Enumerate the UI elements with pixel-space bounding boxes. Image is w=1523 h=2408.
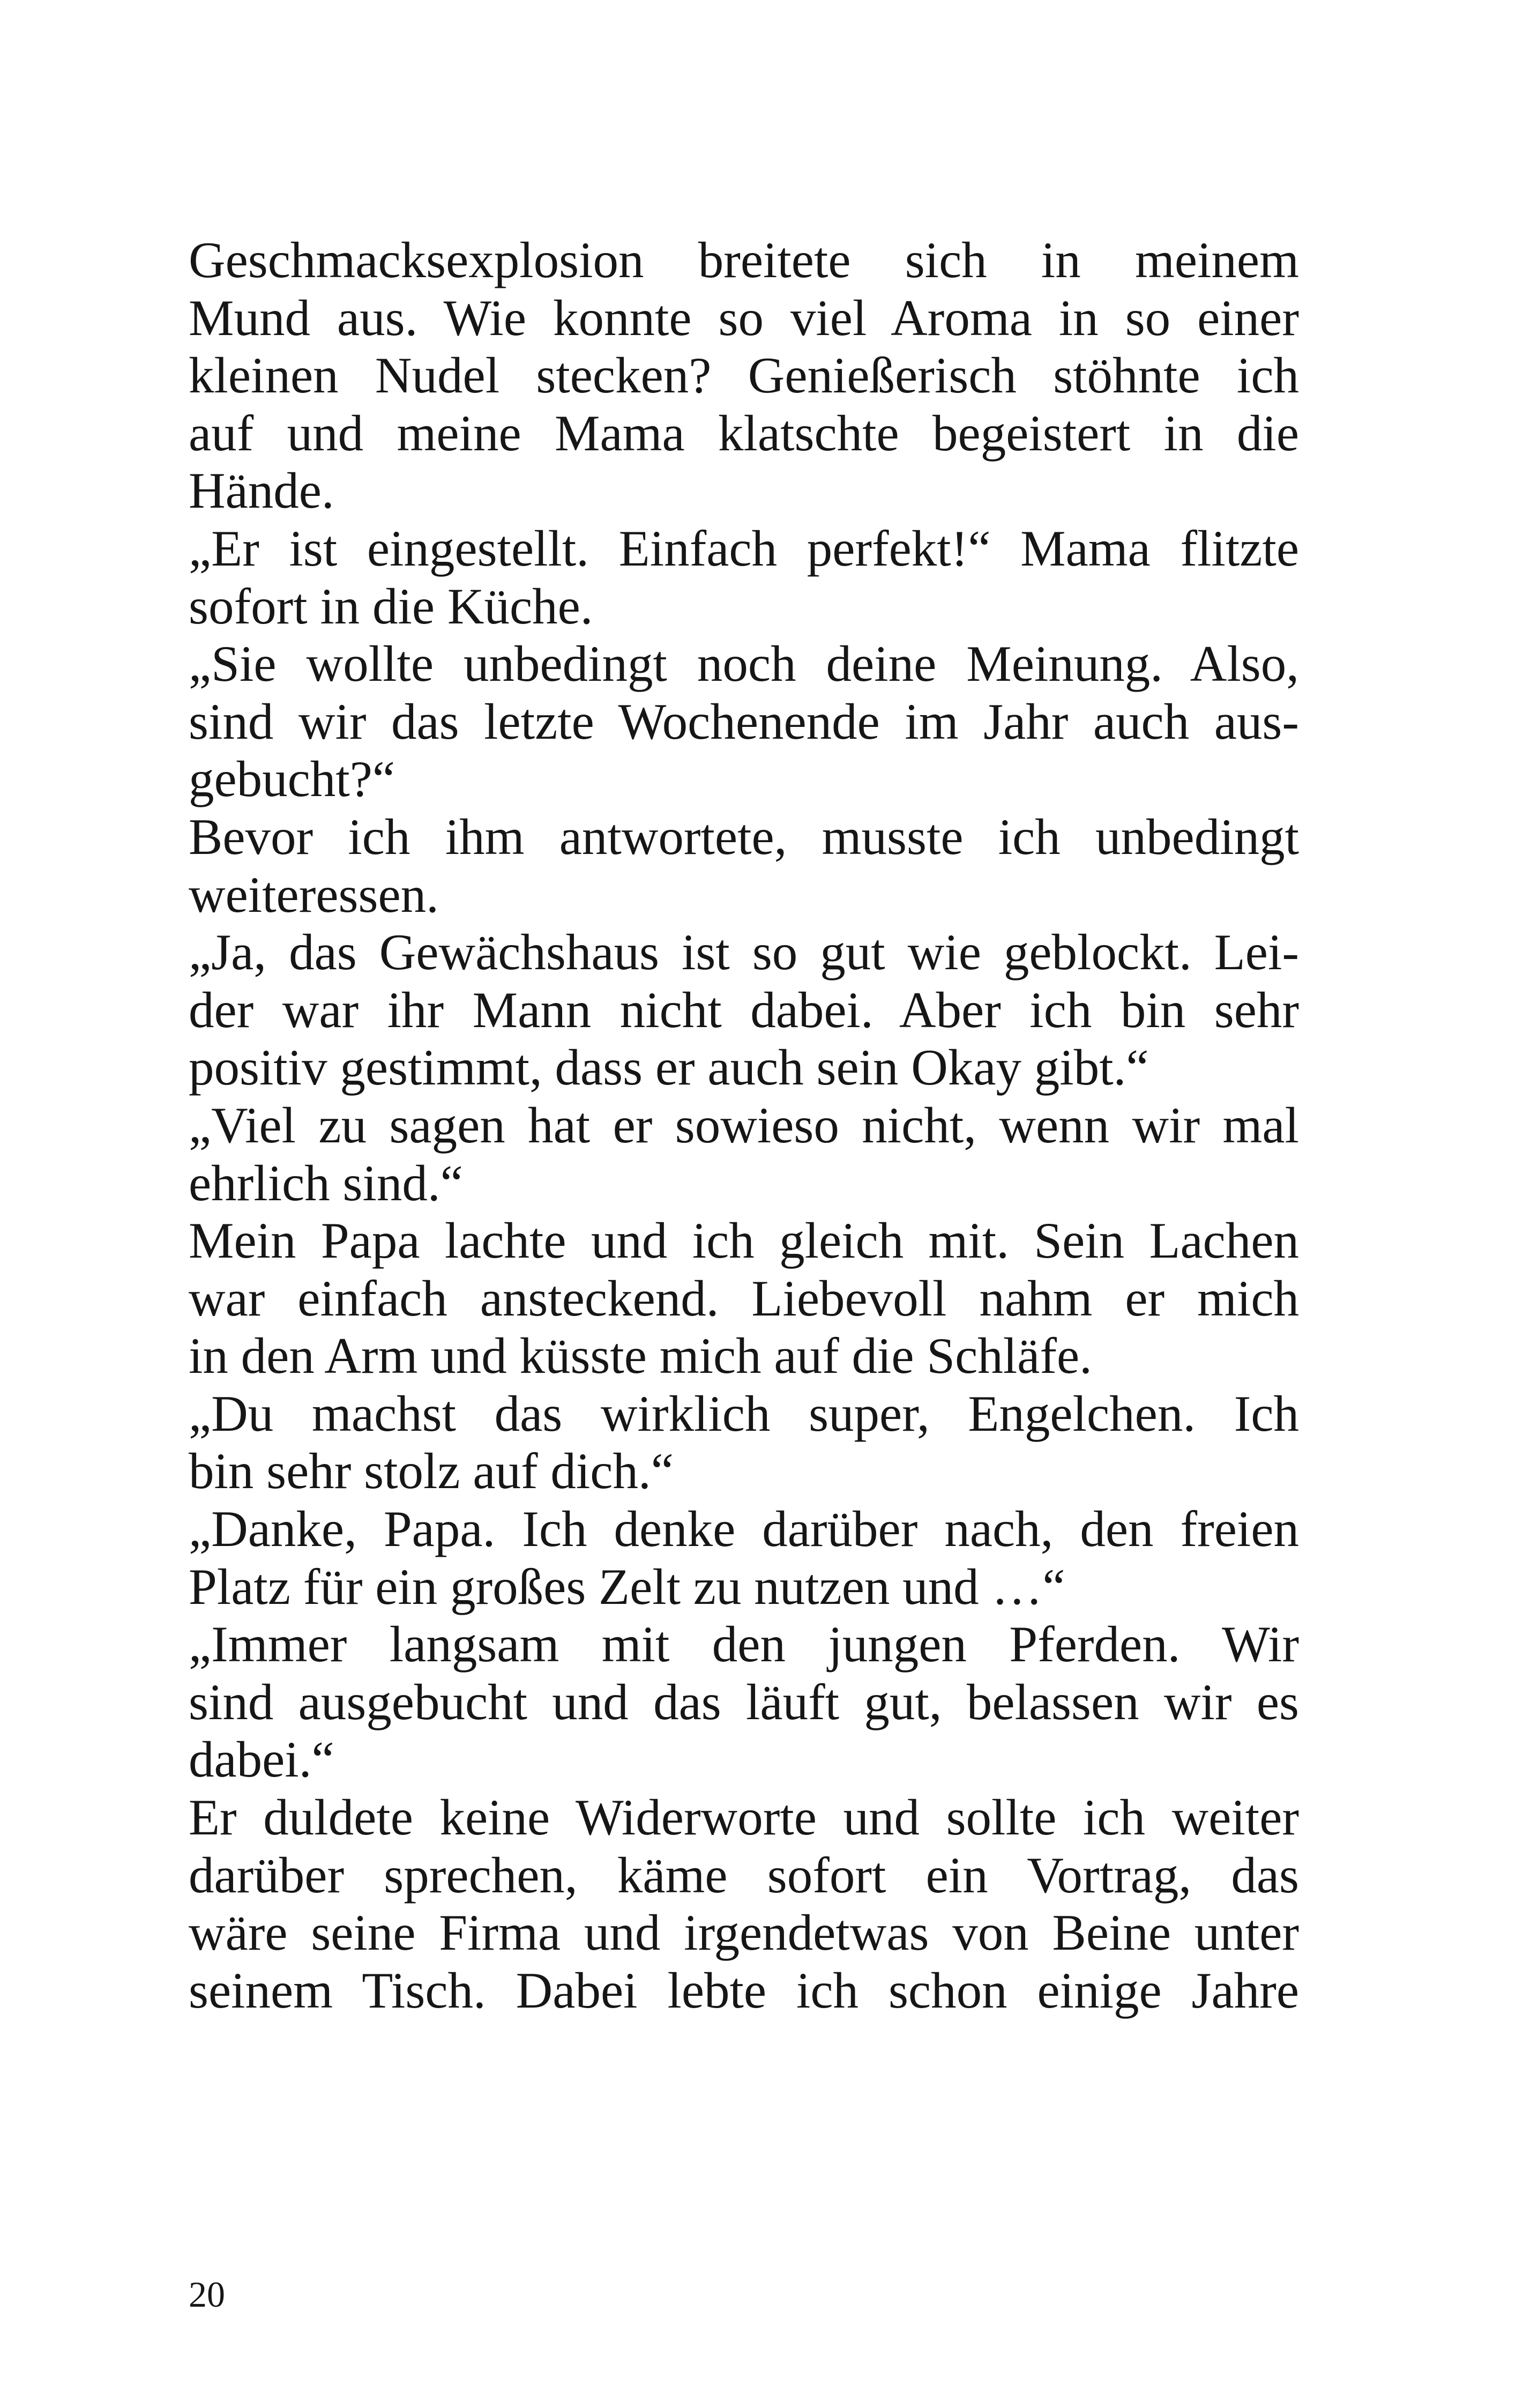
text-line: „Viel zu sagen hat er sowieso nicht, wenn wir mal: [189, 1096, 1299, 1154]
text-line: sind wir das letzte Wochenende im Jahr auch aus-: [189, 693, 1299, 750]
text-line: in den Arm und küsste mich auf die Schläfe.: [189, 1327, 1092, 1385]
text-line: Mein Papa lachte und ich gleich mit. Sein Lachen: [189, 1212, 1299, 1269]
text-line: positiv gestimmt, dass er auch sein Okay gibt.“: [189, 1039, 1149, 1096]
text-line: Hände.: [189, 462, 334, 519]
text-line: „Danke, Papa. Ich denke darüber nach, den freien: [189, 1500, 1299, 1558]
body-text: [189, 232, 1299, 2019]
text-line: gebucht?“: [189, 750, 395, 808]
text-line: sofort in die Küche.: [189, 577, 593, 635]
text-line: „Ja, das Gewächshaus ist so gut wie geblockt. Lei-: [189, 924, 1299, 981]
text-line: „Sie wollte unbedingt noch deine Meinung. Also,: [189, 635, 1299, 693]
text-line: „Du machst das wirklich super, Engelchen. Ich: [189, 1385, 1299, 1442]
text-line: seinem Tisch. Dabei lebte ich schon einige Jahre: [189, 1961, 1299, 2019]
text-line: Platz für ein großes Zelt zu nutzen und …“: [189, 1558, 1065, 1615]
text-line: kleinen Nudel stecken? Genießerisch stöhnte ich: [189, 347, 1299, 404]
page-number: 20: [189, 2274, 225, 2315]
text-line: Bevor ich ihm antwortete, musste ich unbedingt: [189, 808, 1299, 865]
text-line: bin sehr stolz auf dich.“: [189, 1443, 674, 1500]
text-line: „Immer langsam mit den jungen Pferden. Wir: [189, 1616, 1299, 1673]
text-line: Geschmacksexplosion breitete sich in meinem: [189, 232, 1299, 288]
text-line: „Er ist eingestellt. Einfach perfekt!“ Mama flitzte: [189, 519, 1299, 577]
text-line: wäre seine Firma und irgendetwas von Beine unter: [189, 1904, 1299, 1961]
text-line: der war ihr Mann nicht dabei. Aber ich bin sehr: [189, 981, 1299, 1038]
text-line: war einfach ansteckend. Liebevoll nahm er mich: [189, 1269, 1299, 1327]
text-line: Er duldete keine Widerworte und sollte ich weiter: [189, 1789, 1299, 1846]
text-line: ehrlich sind.“: [189, 1154, 463, 1212]
text-line: weiteressen.: [189, 866, 439, 923]
text-line: sind ausgebucht und das läuft gut, belassen wir es: [189, 1673, 1299, 1730]
text-line: darüber sprechen, käme sofort ein Vortrag, das: [189, 1846, 1299, 1904]
text-line: auf und meine Mama klatschte begeistert in die: [189, 404, 1299, 462]
text-line: dabei.“: [189, 1731, 334, 1788]
text-line: Mund aus. Wie konnte so viel Aroma in so einer: [189, 289, 1299, 346]
